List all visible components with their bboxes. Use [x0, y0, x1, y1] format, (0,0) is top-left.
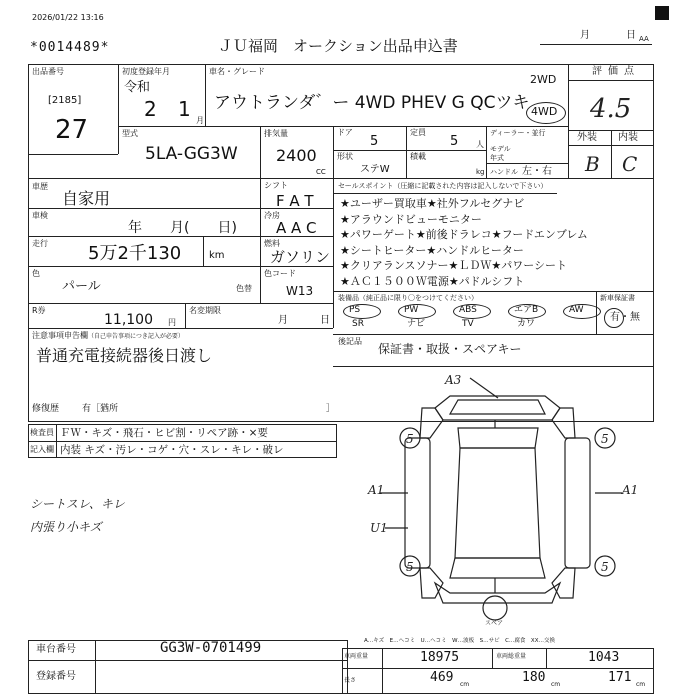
registration-month: 1 [178, 97, 191, 121]
equipment-item-name: PW [404, 305, 419, 315]
total-weight-value: 1043 [588, 650, 620, 665]
weight-value: 18975 [420, 650, 460, 665]
recycle-label: R券 [32, 306, 46, 315]
registration-no-label: 登録番号 [36, 671, 76, 682]
header-day-label: 日 [626, 30, 636, 41]
mileage-value: 5万2千130 [88, 243, 182, 264]
drive-2wd: 2WD [530, 73, 557, 86]
new-car-warranty-value: 有・無 [610, 312, 640, 323]
shift-label: シフト [264, 181, 288, 190]
exterior-grade: B [585, 152, 600, 176]
inspector-hand-note1: シートスレ、キレ [30, 497, 125, 511]
model-year-label: モデル [490, 145, 511, 153]
repair-history-value: 有［猶所 [82, 404, 119, 414]
damage-mark-u1: U1 [370, 521, 388, 535]
height-value: 171 [608, 670, 632, 685]
displacement-value: 2400 [276, 146, 317, 165]
tire-label-fr: 5 [601, 432, 609, 446]
registration-month-unit: 月 [196, 116, 204, 125]
name-change-month: 月 [278, 315, 288, 326]
height-unit: cm [636, 681, 646, 688]
score-value: 4.5 [590, 94, 632, 124]
vehicle-name: アウトランダ゛ー 4WD PHEV G QCツキ [214, 93, 530, 113]
repair-history-end: ］ [326, 404, 336, 414]
dealer-label: ディーラー・並行 [490, 129, 546, 137]
notes-label [32, 331, 184, 341]
shift-value: F A T [276, 192, 314, 210]
length-value: 469 [430, 670, 454, 685]
inspection-value: 年 月( 日) [128, 220, 237, 236]
repair-history-label: 修復歴 [32, 404, 60, 414]
lot-code: [2185] [48, 95, 82, 106]
inspector-hand-note2: 内張り小キズ [30, 520, 102, 534]
selling-point-item: ★クリアランスソナー★ＬＤＷ★パワーシート [340, 259, 568, 272]
notes-value: 普通充電接続器後日渡し [36, 346, 213, 365]
car-damage-diagram [340, 368, 650, 636]
mileage-unit: km [209, 250, 225, 261]
length-label: 長さ [344, 677, 357, 684]
usage-label: 車歴 [32, 182, 48, 191]
spare-label: スペア [485, 620, 504, 627]
spare-tire [483, 596, 507, 620]
new-car-warranty-label: 新車保証書 [600, 294, 635, 302]
model-label: 型式 [122, 129, 138, 138]
recycle-unit: 円 [168, 318, 176, 327]
shift-type-value: ステW [360, 164, 390, 175]
usage-value: 自家用 [62, 189, 111, 208]
inspector-label: 検査員 [30, 428, 54, 437]
car-rear-window [450, 558, 545, 578]
load-unit: kg [476, 168, 485, 176]
load-label: 積載 [410, 152, 426, 161]
registration-era: 令和 [124, 80, 151, 95]
equipment-item-name: AW [569, 305, 584, 315]
lot-number: 27 [55, 115, 89, 145]
corner-marker [655, 6, 669, 20]
fuel-value: ガソリン [270, 248, 331, 266]
equipment-item-name: エアB [514, 305, 539, 315]
equipment-label: 装備品（純正品に限り〇をつけてください） [338, 294, 478, 302]
equipment-item-sub: TV [462, 319, 474, 329]
car-body-right [565, 438, 590, 568]
color-code-label: 色コード [264, 269, 296, 278]
car-side-right-upper [552, 408, 575, 438]
color-value: パール [62, 279, 101, 294]
equipment-item-sub: SR [352, 319, 364, 329]
ac-label: 冷房 [264, 211, 280, 220]
width-value: 180 [522, 670, 546, 685]
handle-label: ハンドル [490, 168, 518, 176]
displacement-unit: CC [316, 168, 326, 176]
inspector-entry-label: 記入欄 [30, 445, 54, 454]
name-change-day: 日 [320, 315, 330, 326]
damage-legend: A…キズ E…ヘコミ U…ヘコミ W…波板 S…サビ C…腐食 XX…交換 [364, 638, 555, 644]
interior-label: 内装 [618, 132, 638, 143]
tire-label-rr: 5 [601, 560, 609, 574]
header-month-label: 月 [580, 30, 590, 41]
notes-label-title: 注意事項申告欄 [32, 331, 88, 340]
doors-value: 5 [370, 134, 379, 149]
inspector-row2: 内装 キズ・汚レ・コゲ・穴・スレ・キレ・破レ [60, 444, 284, 456]
equipment-item-name: PS [349, 305, 361, 315]
chassis-value: GG3W-0701499 [160, 640, 262, 656]
print-timestamp: 2026/01/22 13:16 [32, 13, 104, 22]
fuel-label: 燃料 [264, 239, 280, 248]
selling-point-item: ★シートヒーター★ハンドルヒーター [340, 243, 524, 257]
barcode-text: *0014489* [30, 40, 110, 55]
equipment-item-name: ABS [459, 305, 477, 315]
lot-label: 出品番号 [32, 67, 64, 76]
chassis-label: 車台番号 [36, 644, 76, 655]
tire-label-fl: 5 [406, 432, 414, 446]
score-label: 評価点 [592, 66, 640, 77]
displacement-label: 排気量 [264, 129, 288, 138]
accessories-value: 保証書・取扱・スペアキー [378, 342, 522, 356]
capacity-label: 定員 [410, 128, 426, 137]
car-side-left-upper [420, 408, 443, 438]
registration-year: 2 [144, 97, 157, 121]
color-change-label: 色替 [236, 284, 252, 293]
inspector-row1: ＦＷ・キズ・飛石・ヒビ割・リペア跡・×要 [60, 427, 268, 439]
warranty-circle [604, 308, 624, 328]
car-windshield [458, 428, 538, 448]
mileage-label: 走行 [32, 239, 48, 248]
equipment-item-sub: ナビ [407, 319, 426, 329]
car-rear-outline [435, 583, 560, 603]
inspection-label: 車検 [32, 211, 48, 220]
header-date-underline [540, 44, 652, 45]
ac-value: A A C [276, 219, 317, 237]
color-code-value: W13 [286, 284, 314, 298]
vehicle-label: 車名・グレード [209, 67, 265, 76]
selling-point-item: ★パワーゲート★前後ドラレコ★フードエンブレム [340, 228, 588, 241]
capacity-value: 5 [450, 134, 459, 149]
notes-label-suffix: （自己申告事項につき記入が必要） [88, 333, 184, 340]
drive-4wd: 4WD [531, 105, 558, 118]
car-roof [455, 448, 540, 558]
selling-point-item: ★アラウンドビューモニター [340, 212, 482, 226]
shift-type-label: 形状 [337, 152, 353, 161]
car-hood [450, 400, 545, 414]
registration-label: 初度登録年月 [122, 67, 170, 76]
header-aa-label: AA [639, 35, 649, 43]
tire-label-rl: 5 [406, 560, 414, 574]
weight-label: 車両重量 [344, 653, 369, 660]
damage-mark-a1-left: A1 [368, 483, 385, 497]
damage-mark-a3: A3 [445, 373, 462, 387]
capacity-unit: 人 [476, 140, 484, 149]
damage-mark-a1-right: A1 [622, 483, 639, 497]
width-unit: cm [551, 681, 561, 688]
color-label: 色 [32, 269, 40, 278]
selling-point-item: ★ユーザー買取車★社外フルセグナビ [340, 197, 525, 210]
model-value: 5LA-GG3W [145, 144, 238, 164]
accessories-label: 後記品 [338, 337, 362, 346]
exterior-label: 外装 [577, 132, 597, 143]
interior-grade: C [622, 152, 638, 176]
selling-point-item: ★ＡＣ１５００Ｗ電源★パドルシフト [340, 274, 525, 288]
total-weight-label: 車両総重量 [496, 653, 527, 660]
doors-label: ドア [337, 128, 353, 137]
equipment-item-sub: カワ [517, 319, 536, 329]
car-body-left [405, 438, 430, 568]
name-change-label: 名変期限 [189, 306, 221, 315]
selling-points-label: セールスポイント（圧縮に記載された内容は記入しないで下さい） [338, 182, 548, 190]
length-unit: cm [460, 681, 470, 688]
recycle-value: 11,100 [104, 312, 153, 328]
form-title: ＪＵ福岡 オークション出品申込書 [218, 37, 458, 55]
handle-options: 左・右 [522, 166, 552, 177]
year-label: 年式 [490, 154, 504, 162]
